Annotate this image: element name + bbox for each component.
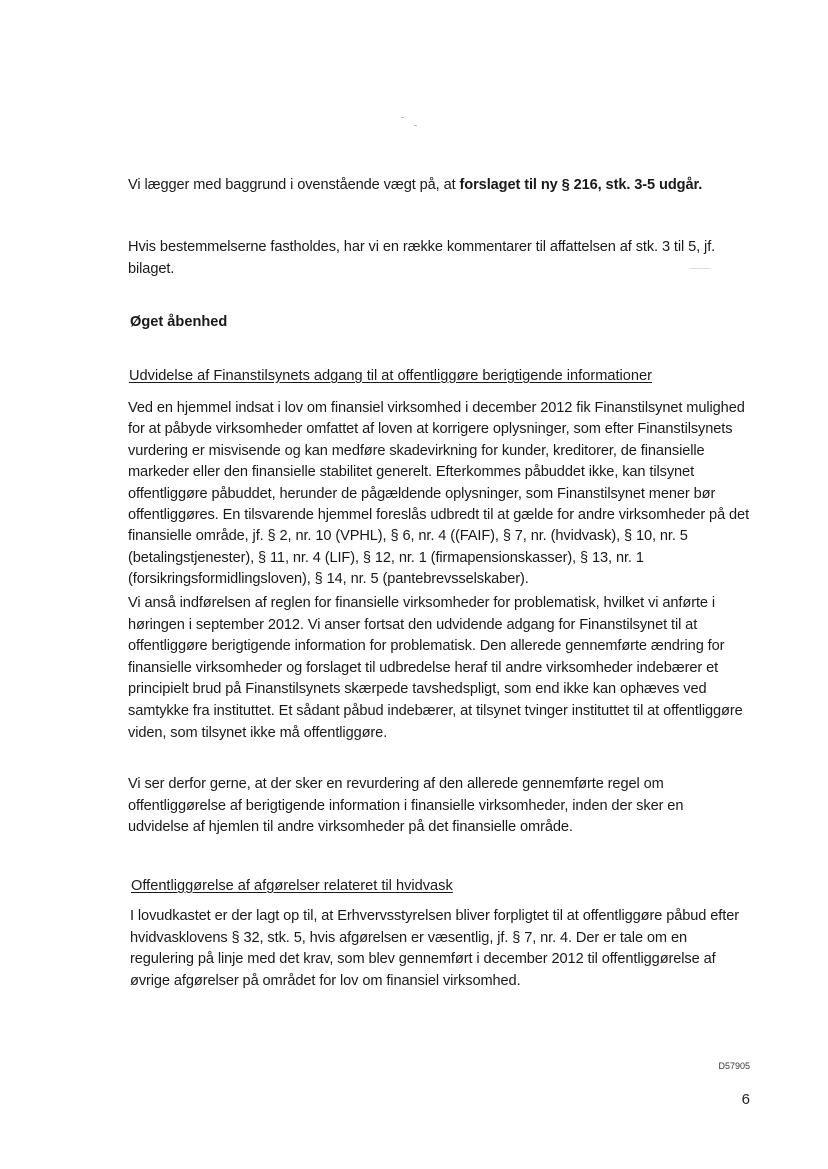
berigtigende-text-3: Vi ser derfor gerne, at der sker en revurdering af den allerede gennemførte regel om offentliggørelse af berigtigende information i finansielle virksomheder, inden der sker en udvidelse af hjemlen til andre virksomheder på det finansielle område. [128,776,684,835]
berigtigende-paragraph-1 [128,398,752,591]
subsection-heading-hvidvask: Offentliggørelse af afgørelser relateret til hvidvask [131,878,453,894]
scan-speck [414,125,417,126]
document-reference: D57905 [718,1061,750,1071]
comments-text: Hvis bestemmelserne fastholdes, har vi en række kommentarer til affattelsen af stk. 3 til 5, jf. bilaget. [128,239,716,277]
recommendation-bold: forslaget til ny § 216, stk. 3-5 udgår. [459,177,703,193]
berigtigende-text-1: Ved en hjemmel indsat i lov om finansiel virksomhed i december 2012 fik Finanstilsynet mulighed for at påbyde virksomheder omfattet af loven at korrigere oplysninger, som efter Finanstilsynets vurdering er misvisende og kan medføre skadevirkning for kunder, kreditorer, de finansielle markeder eller den finansielle stabilitet generelt. Efterkommes påbuddet ikke, kan tilsynet offentliggøre påbuddet, herunder de pågældende oplysninger, som Finanstilsynet mener bør offentliggøres. En tilsvarende hjemmel foreslås udbredt til at gælde for andre virksomheder på det finansielle område, jf. § 2, nr. 10 (VPHL), § 6, nr. 4 ((FAIF), § 7, nr. (hvidvask), § 10, nr. 5 (betalingstjenester), § 11, nr. 4 (LIF), § 12, nr. 1 (firmapensionskasser), § 13, nr. 1 (forsikringsformidlingsloven), § 14, nr. 5 (pantebrevsselskaber). [128,400,750,588]
hvidvask-paragraph-1 [130,906,752,992]
berigtigende-text-2: Vi anså indførelsen af reglen for finansielle virksomheder for problematisk, hvilket vi anførte i høringen i september 2012. Vi anser fortsat den udvidende adgang for Finanstilsynet til at offentliggøre berigtigende information for problematisk. Den allerede gennemførte ændring for finansielle virksomheder og forslaget til udbredelse heraf til andre virksomheder indebærer et principielt brud på Finanstilsynets skærpede tavshedspligt, som end ikke kan ophæves ved samtykke fra instituttet. Et sådant påbud indebærer, at tilsynet tvinger instituttet til at offentliggøre viden, som tilsynet ikke må offentliggøre. [128,595,743,741]
berigtigende-paragraph-2 [128,593,752,744]
comments-paragraph [128,237,752,280]
recommendation-lead: Vi lægger med baggrund i ovenstående vægt på, at [128,177,460,193]
recommendation-paragraph [128,175,756,197]
section-heading: Øget åbenhed [130,314,228,330]
subsection-heading-berigtigende: Udvidelse af Finanstilsynets adgang til at offentliggøre berigtigende informationer [129,368,652,384]
hvidvask-text-1: I lovudkastet er der lagt op til, at Erhvervsstyrelsen bliver forpligtet til at offentliggøre påbud efter hvidvasklovens § 32, stk. 5, hvis afgørelsen er væsentlig, jf. § 7, nr. 4. Der er tale om en regulering på linje med det krav, som blev gennemført i december 2012 til offentliggørelse af øvrige afgørelser på området for lov om finansiel virksomhed. [130,908,739,989]
berigtigende-paragraph-3 [128,774,746,839]
scan-speck [401,117,404,118]
page-number: 6 [741,1091,750,1108]
